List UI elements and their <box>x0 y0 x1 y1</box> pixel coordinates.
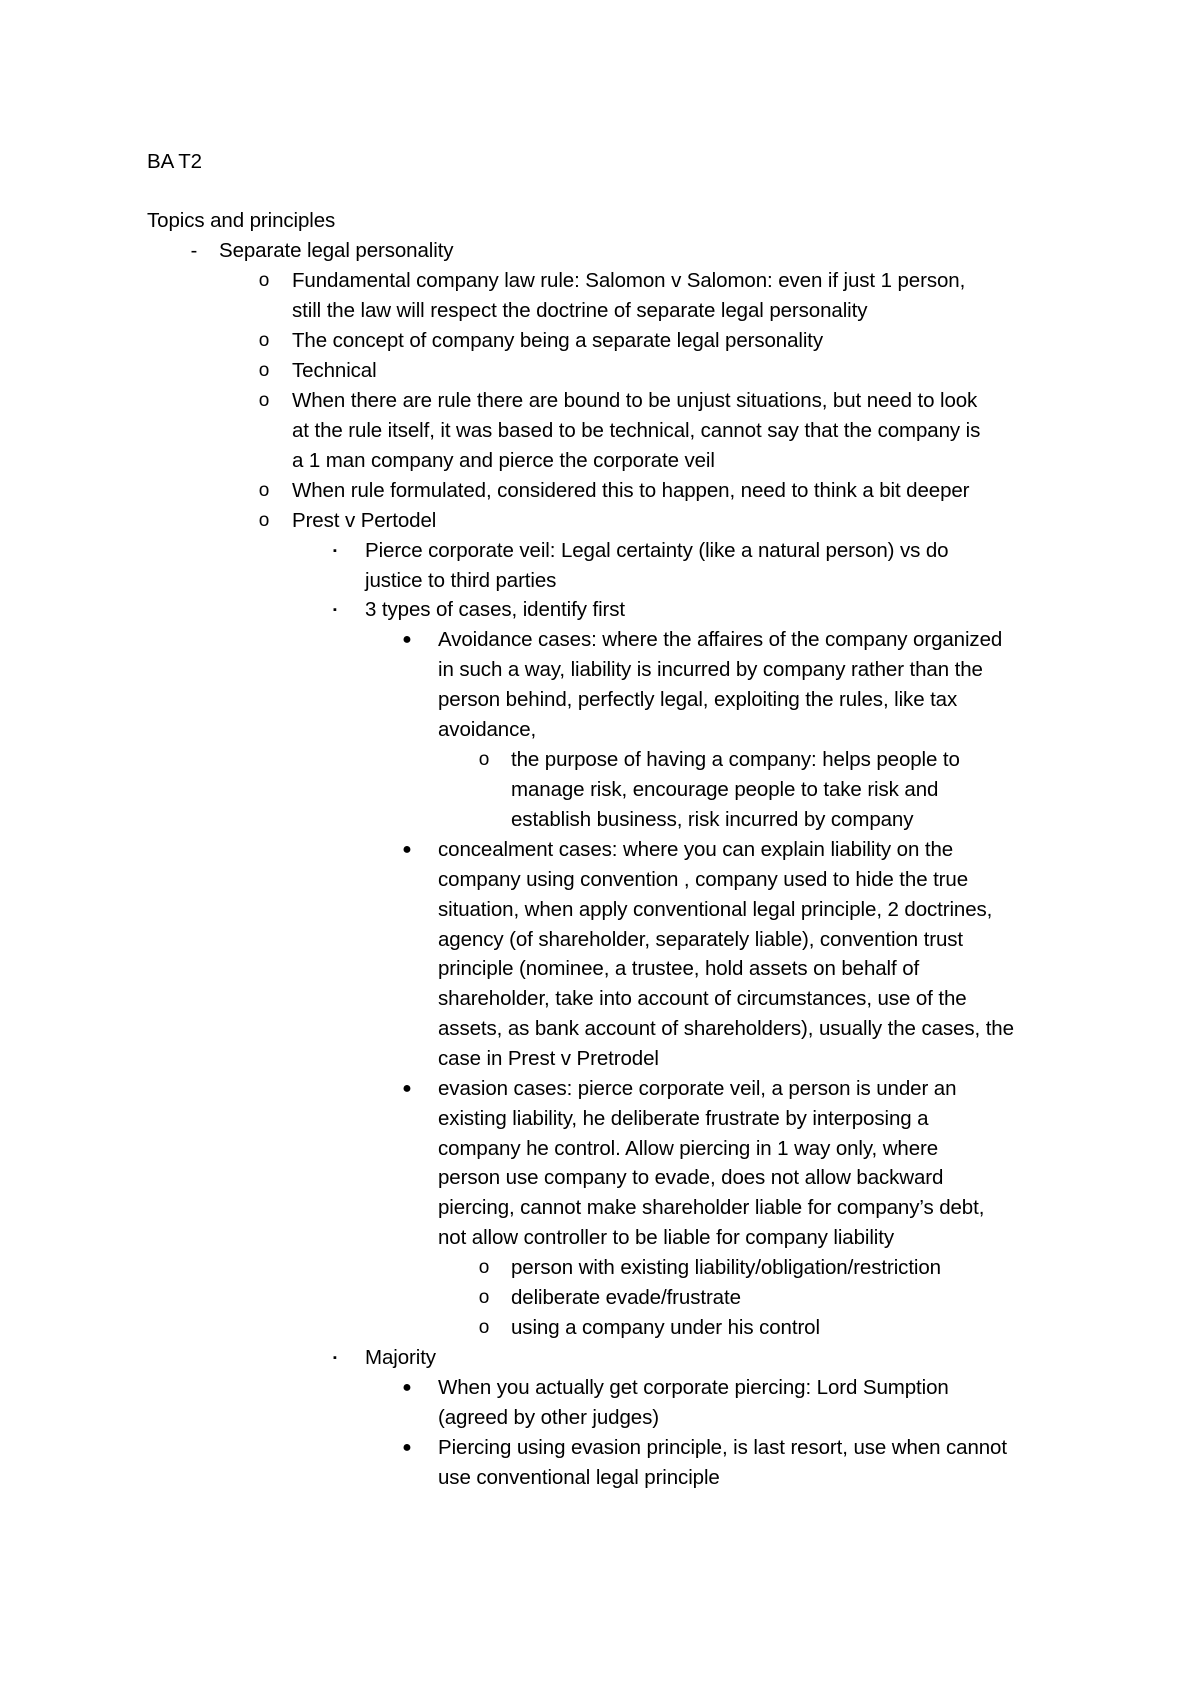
list-item-level2: The concept of company being a separate legal personality <box>292 329 824 352</box>
list-item-continuation: not allow controller to be liable for company liability <box>438 1226 894 1249</box>
list-item-continuation: person behind, perfectly legal, exploiting the rules, like tax <box>438 688 958 711</box>
list-item-continuation: still the law will respect the doctrine of separate legal personality <box>292 299 868 322</box>
circle-bullet-icon: o <box>478 1287 490 1308</box>
list-item-continuation: (agreed by other judges) <box>438 1406 659 1429</box>
list-item-level4: concealment cases: where you can explain liability on the <box>438 838 954 861</box>
dot-bullet-icon: ● <box>402 1379 412 1396</box>
list-item-level3: Majority <box>365 1346 436 1369</box>
list-item-continuation: establish business, risk incurred by company <box>511 808 914 831</box>
dot-bullet-icon: ● <box>402 1080 412 1097</box>
dot-bullet-icon: ● <box>402 1439 412 1456</box>
circle-bullet-icon: o <box>258 480 270 501</box>
list-item-level4: Avoidance cases: where the affaires of the company organized <box>438 628 1003 651</box>
section-heading: Topics and principles <box>147 209 336 232</box>
list-item-continuation: case in Prest v Pretrodel <box>438 1047 659 1070</box>
list-item-continuation: company he control. Allow piercing in 1 way only, where <box>438 1137 939 1160</box>
list-item-continuation: manage risk, encourage people to take risk and <box>511 778 939 801</box>
list-item-continuation: company using convention , company used to hide the true <box>438 868 969 891</box>
list-item-level3: Pierce corporate veil: Legal certainty (like a natural person) vs do <box>365 539 949 562</box>
list-item-continuation: piercing, cannot make shareholder liable for company’s debt, <box>438 1196 985 1219</box>
list-item-level4: When you actually get corporate piercing: Lord Sumption <box>438 1376 949 1399</box>
list-item-level5: using a company under his control <box>511 1316 820 1339</box>
list-item-continuation: existing liability, he deliberate frustrate by interposing a <box>438 1107 929 1130</box>
list-item-level2: Prest v Pertodel <box>292 509 437 532</box>
list-item-level2: When rule formulated, considered this to happen, need to think a bit deeper <box>292 479 970 502</box>
list-item-level5: deliberate evade/frustrate <box>511 1286 741 1309</box>
circle-bullet-icon: o <box>258 390 270 411</box>
list-item-level2: Technical <box>292 359 377 382</box>
list-item-level1: Separate legal personality <box>219 239 454 262</box>
square-bullet-icon: ▪ <box>333 604 337 616</box>
list-item-level2: When there are rule there are bound to be unjust situations, but need to look <box>292 389 978 412</box>
list-item-level4: evasion cases: pierce corporate veil, a person is under an <box>438 1077 957 1100</box>
circle-bullet-icon: o <box>258 510 270 531</box>
document-title: BA T2 <box>147 150 202 173</box>
list-item-continuation: justice to third parties <box>365 569 557 592</box>
list-item-continuation: at the rule itself, it was based to be technical, cannot say that the company is <box>292 419 981 442</box>
circle-bullet-icon: o <box>478 1257 490 1278</box>
list-item-continuation: shareholder, take into account of circumstances, use of the <box>438 987 967 1010</box>
list-item-level2: Fundamental company law rule: Salomon v Salomon: even if just 1 person, <box>292 269 966 292</box>
list-item-level3: 3 types of cases, identify first <box>365 598 625 621</box>
circle-bullet-icon: o <box>258 270 270 291</box>
list-item-continuation: agency (of shareholder, separately liable), convention trust <box>438 928 964 951</box>
circle-bullet-icon: o <box>478 749 490 770</box>
list-item-level5: the purpose of having a company: helps people to <box>511 748 960 771</box>
list-item-continuation: in such a way, liability is incurred by company rather than the <box>438 658 983 681</box>
list-item-continuation: principle (nominee, a trustee, hold assets on behalf of <box>438 957 920 980</box>
list-item-level4: Piercing using evasion principle, is last resort, use when cannot <box>438 1436 1007 1459</box>
dash-bullet-icon: - <box>190 240 198 262</box>
dot-bullet-icon: ● <box>402 841 412 858</box>
circle-bullet-icon: o <box>258 360 270 381</box>
list-item-continuation: use conventional legal principle <box>438 1466 720 1489</box>
circle-bullet-icon: o <box>258 330 270 351</box>
list-item-continuation: avoidance, <box>438 718 537 741</box>
list-item-continuation: assets, as bank account of shareholders), usually the cases, the <box>438 1017 1014 1040</box>
list-item-continuation: situation, when apply conventional legal principle, 2 doctrines, <box>438 898 993 921</box>
circle-bullet-icon: o <box>478 1317 490 1338</box>
dot-bullet-icon: ● <box>402 631 412 648</box>
list-item-continuation: a 1 man company and pierce the corporate veil <box>292 449 715 472</box>
square-bullet-icon: ▪ <box>333 545 337 557</box>
list-item-level5: person with existing liability/obligation/restriction <box>511 1256 941 1279</box>
list-item-continuation: person use company to evade, does not allow backward <box>438 1166 944 1189</box>
square-bullet-icon: ▪ <box>333 1352 337 1364</box>
